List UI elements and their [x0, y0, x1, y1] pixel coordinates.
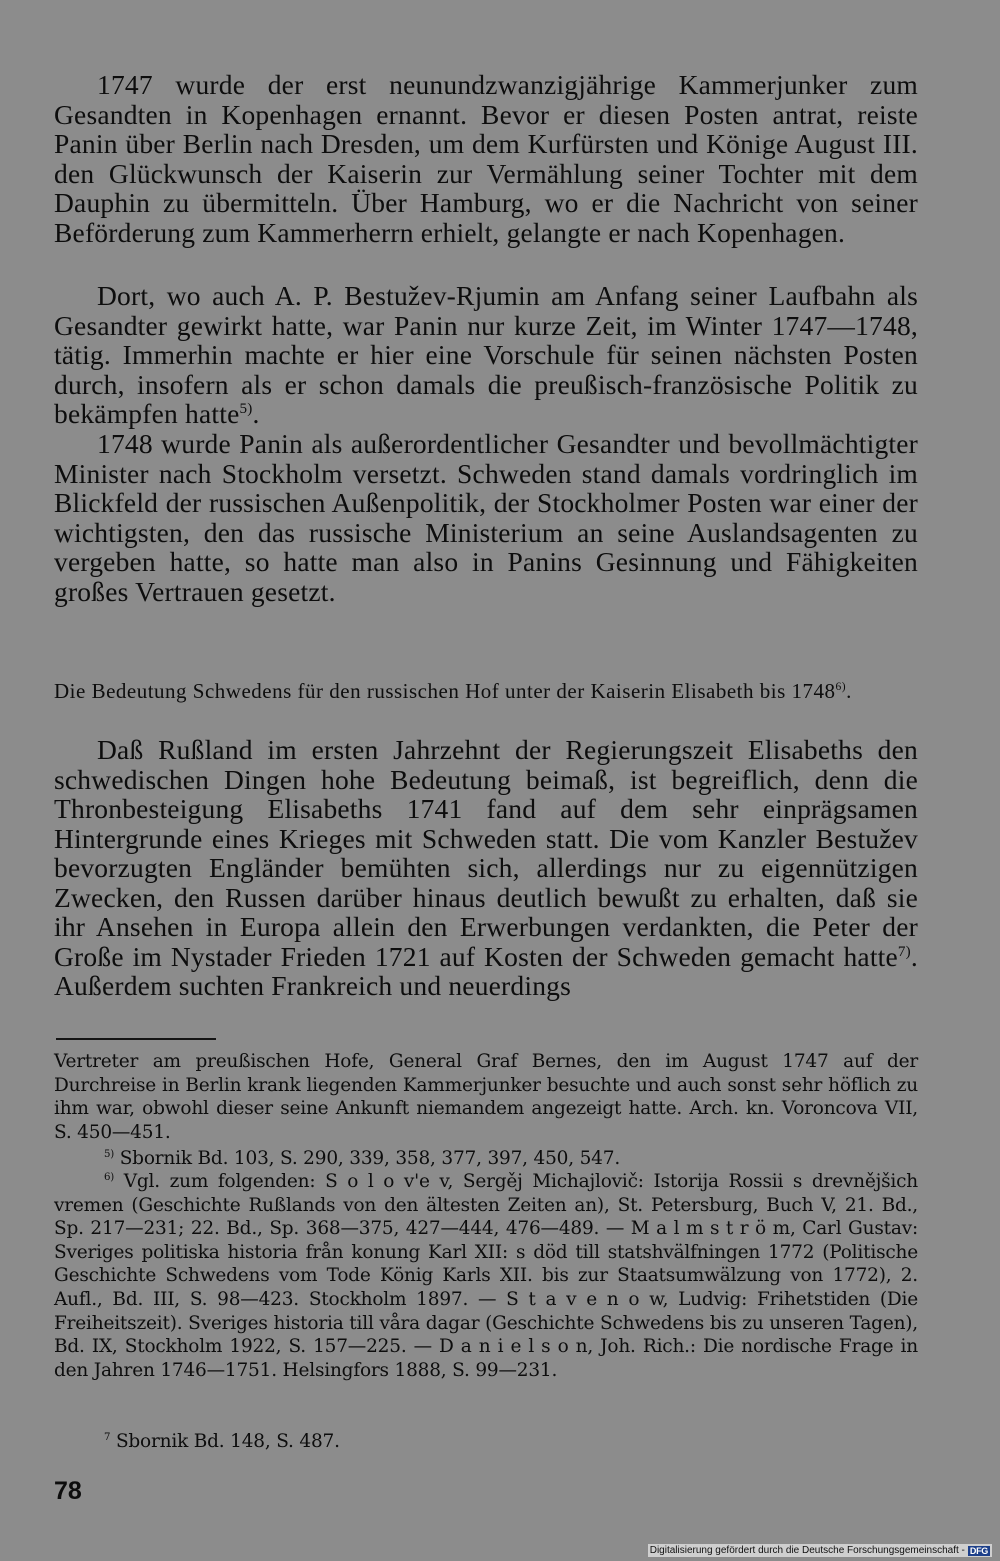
paragraph-text: 1747 wurde der erst neunundzwanzigjährige Kammerjunker zum Gesandten in Kopenhagen ernannt. Bevor er diesen Posten antrat, reiste Panin über Berlin nach Dresden, um dem Kurfürsten und Könige August III. den Glückwunsch der Kaiserin zur Vermählung seiner Tochter mit dem Dauphin zu übermitteln. Über Hamburg, wo er die Nachricht von seiner Beförderung zum Kammerherrn erhielt, gelangte er nach Kopenhagen. — [54, 69, 918, 248]
footnote-ref-6: 6) — [835, 681, 847, 693]
footnote-text: Vgl. zum folgenden: S o l o v'e v, Sergěj Michajlovič: Istorija Rossii s drevnějšich vremen (Geschichte Rußlands von den ältesten Zeiten an), St. Petersburg, Buch V, 21. Bd., Sp. 217—231; 22. Bd., Sp. 368—375, 427—444, 476—489. — M a l m s t r ö m, Carl Gustav: Sveriges politiska historia från konung Karl XII: s död till statshvälfningen 1772 (Politische Geschichte Schwedens vom Tode König Karls XII. bis zur Staatsumwälzung von 1772), 2. Aufl., Bd. III, S. 98—423. Stockholm 1897. — S t a v e n o w, Ludvig: Frihetstiden (Die Freiheitszeit). Sveriges historia till våra dagar (Geschichte Schwedens bis zu unseren Tagen), Bd. IX, Stockholm 1922, S. 157—225. — D a n i e l s o n, Joh. Rich.: Die nordische Frage in den Jahren 1746—1751. Helsingfors 1888, S. 99—231. — [54, 1171, 918, 1381]
footnote-mark: 6) — [104, 1171, 115, 1183]
body-paragraph-4 — [54, 735, 918, 1001]
footnote-5 — [54, 1147, 918, 1171]
paragraph-text: 1748 wurde Panin als außerordentlicher Gesandter und bevollmächtigter Minister nach Stockholm versetzt. Schweden stand damals vordringlich im Blickfeld der russischen Außenpolitik, der Stockholmer Posten war einer der wichtigsten, den das russische Ministerium an seine Auslandsagenten zu vergeben hatte, so hatte man also in Panins Gesinnung und Fähigkeiten großes Vertrauen gesetzt. — [54, 428, 918, 607]
section-heading — [54, 680, 918, 702]
paragraph-text: Dort, wo auch A. P. Bestužev-Rjumin am Anfang seiner Laufbahn als Gesandter gewirkt hatte, war Panin nur kurze Zeit, im Winter 1747—1748, tätig. Immerhin machte er hier eine Vorschule für seinen nächsten Posten durch, insofern als er schon damals die preußisch-französische Politik zu bekämpfen hatte — [54, 280, 918, 429]
footnote-text: Sbornik Bd. 103, S. 290, 339, 358, 377, 397, 450, 547. — [114, 1148, 621, 1169]
footnote-ref-7: 7) — [897, 943, 911, 960]
footnote-text: Vertreter am preußischen Hofe, General Graf Bernes, den im August 1747 auf der Durchreise in Berlin krank liegenden Kammerjunker besuchte und auch sonst sehr höflich zu ihm war, obwohl dieser seine Ankunft niemandem angezeigt hatte. Arch. kn. Voroncova VII, S. 450—451. — [54, 1051, 918, 1143]
footnote-divider — [56, 1038, 216, 1040]
footnote-7 — [54, 1430, 918, 1454]
credit-text: Digitalisierung gefördert durch die Deutsche Forschungsgemeinschaft - — [649, 1545, 965, 1556]
dfg-logo-icon: DFG — [969, 1545, 988, 1556]
page-number: 78 — [54, 1477, 82, 1505]
footnote-mark: 5) — [104, 1148, 115, 1160]
footnote-mark: 7 — [104, 1431, 111, 1443]
footnote-ref-5: 5) — [239, 400, 253, 417]
paragraph-text: . Außerdem suchten Frankreich und neuerdings — [54, 940, 918, 1001]
heading-text: Die Bedeutung Schwedens für den russischen Hof unter der Kaiserin Elisabeth bis 1748 — [54, 679, 836, 703]
footnote-6 — [54, 1170, 918, 1382]
body-paragraph-2 — [54, 281, 918, 429]
footnote-text: Sbornik Bd. 148, S. 487. — [110, 1431, 340, 1452]
body-paragraph-3 — [54, 429, 918, 606]
heading-text: . — [846, 679, 852, 703]
paragraph-text: . — [252, 398, 260, 429]
footnote-continuation — [54, 1050, 918, 1144]
digitization-credit — [648, 1544, 992, 1557]
paragraph-text: Daß Rußland im ersten Jahrzehnt der Regierungszeit Elisabeths den schwedischen Dingen hohe Bedeutung beimaß, ist begreiflich, denn die Thronbesteigung Elisabeths 1741 fand auf dem sehr einprägsamen Hintergrunde eines Krieges mit Schweden statt. Die vom Kanzler Bestužev bevorzugten Engländer bemühten sich, allerdings nur zu eigennützigen Zwecken, den Russen darüber hinaus deutlich bewußt zu erhalten, daß sie ihr Ansehen in Europa allein den Erwerbungen verdankten, die Peter der Große im Nystader Frieden 1721 auf Kosten der Schweden gemacht hatte — [54, 734, 918, 972]
body-paragraph-1 — [54, 70, 918, 247]
